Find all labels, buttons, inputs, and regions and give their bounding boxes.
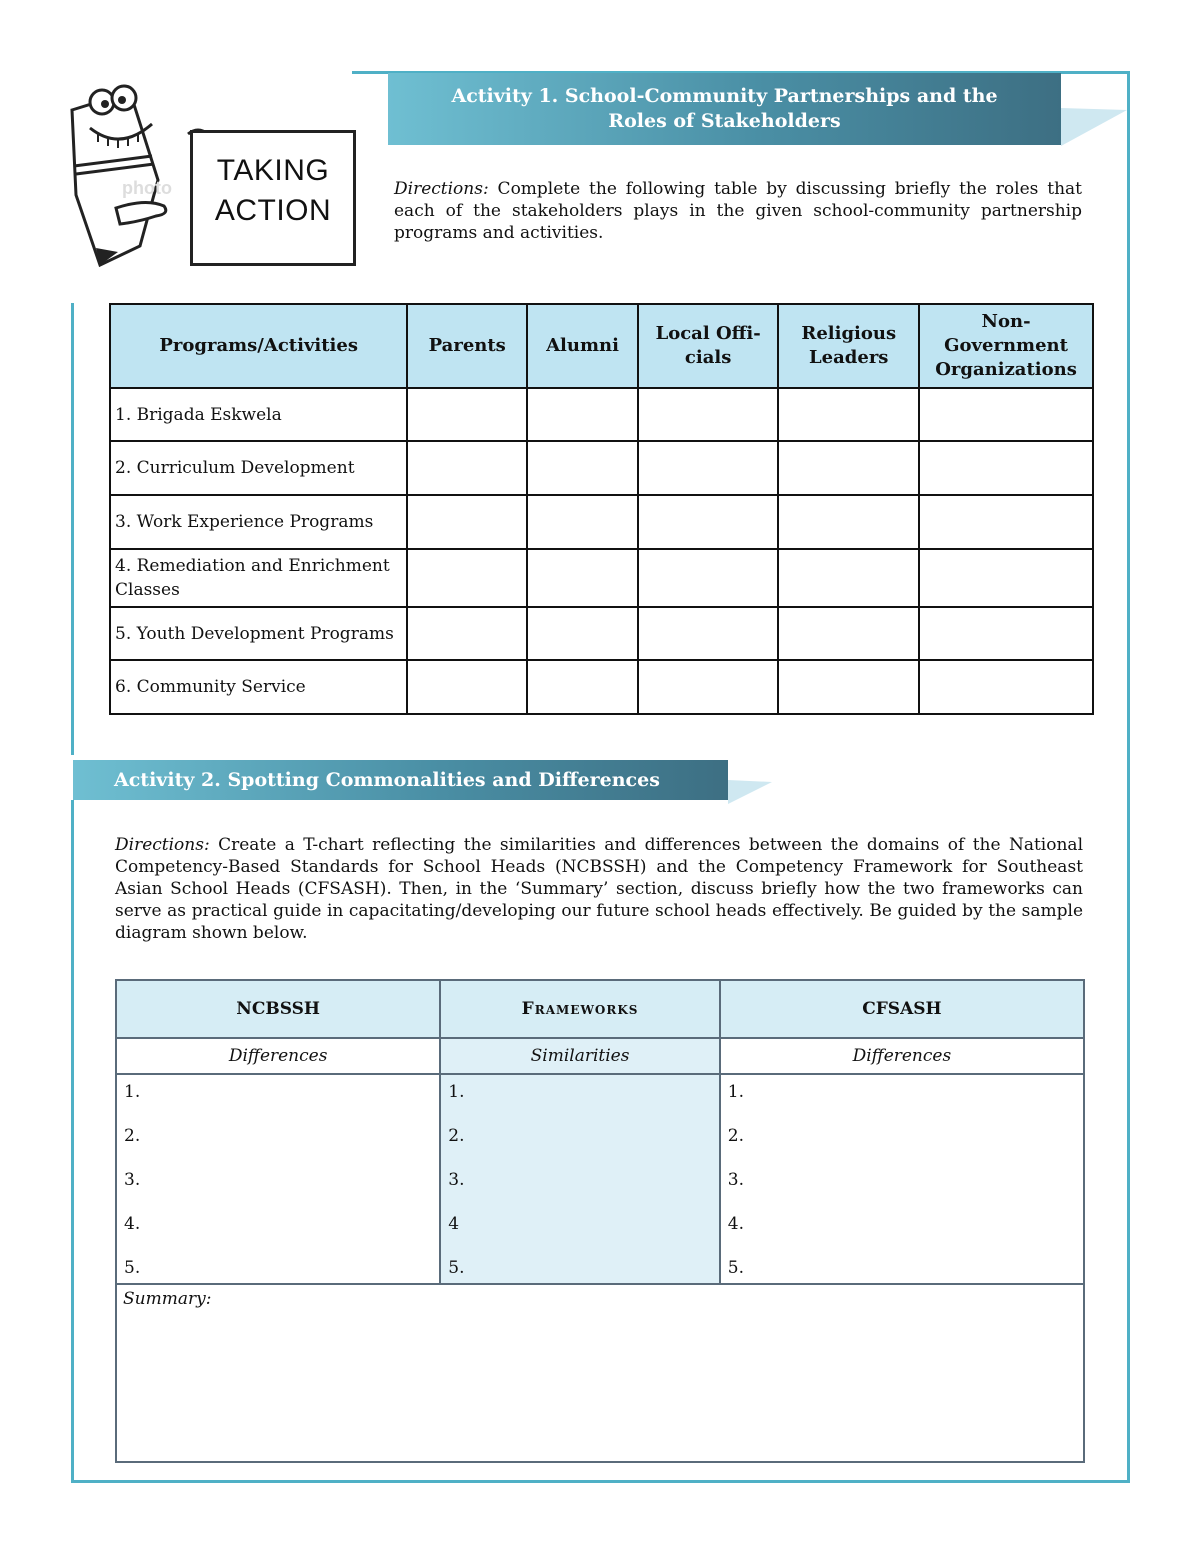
program-cell: 5. Youth Development Programs [110,607,407,660]
list-item: 4 [448,1214,460,1234]
answer-cell[interactable] [919,441,1093,495]
list-item: 3. [727,1170,745,1190]
stakeholders-table [109,303,1094,715]
answer-cell[interactable] [407,607,527,660]
activity2-directions-text: Create a T-chart reflecting the similarities and differences between the domains of the National Competency-Based Standards for School Heads (NCBSSH) and the Competency Framework for Southeast Asian School Heads (CFSASH). Then, in the ‘Summary’ section, discuss briefly how the two frameworks can serve as practical guide in capacitating/developing our future school heads effectively. Be guided by the sample diagram shown below. [115,835,1083,943]
header-alumni: Alumni [527,304,638,388]
list-item: 1. [727,1082,745,1102]
header-religious-leaders: Religious Leaders [778,304,919,388]
t-chart-subheader-row [116,1038,1084,1074]
table-row [110,607,1093,660]
answer-cell[interactable] [778,660,919,714]
frameworks-header: Frameworks [440,980,720,1038]
answer-cell[interactable] [407,495,527,549]
activity1-banner [388,73,1061,145]
summary-label: Summary: [123,1289,212,1309]
table-row [110,495,1093,549]
program-cell: 1. Brigada Eskwela [110,388,407,441]
activity2-title: Activity 2. Spotting Commonalities and Differences [114,769,660,791]
answer-cell[interactable] [638,660,778,714]
cfsash-differences-label: Differences [720,1038,1084,1074]
answer-cell[interactable] [778,441,919,495]
program-cell: 2. Curriculum Development [110,441,407,495]
frame-left-line-lower [71,800,74,1483]
answer-cell[interactable] [638,495,778,549]
activity1-directions-label: Directions: [394,179,489,199]
header-parents: Parents [407,304,527,388]
answer-cell[interactable] [919,549,1093,607]
answer-cell[interactable] [638,607,778,660]
list-item: 3. [448,1170,465,1190]
similarities-list[interactable] [440,1074,720,1284]
answer-cell[interactable] [919,495,1093,549]
sign-line-2: ACTION [214,194,332,227]
frame-left-line-upper [71,303,74,755]
activity1-title-line2: Roles of Stakeholders [608,110,841,132]
answer-cell[interactable] [407,549,527,607]
t-chart-header-row [116,980,1084,1038]
taking-action-sign [190,130,356,266]
answer-cell[interactable] [778,495,919,549]
list-item: 4. [727,1214,745,1234]
activity1-banner-tail [1061,108,1129,148]
answer-cell[interactable] [638,549,778,607]
answer-cell[interactable] [407,388,527,441]
t-chart-summary-row [116,1284,1084,1462]
answer-cell[interactable] [527,660,638,714]
cfsash-header: CFSASH [720,980,1084,1038]
list-item: 5. [727,1258,745,1278]
frame-right-line [1127,71,1130,1483]
list-item: 4. [124,1214,141,1234]
answer-cell[interactable] [638,441,778,495]
program-cell: 6. Community Service [110,660,407,714]
answer-cell[interactable] [407,441,527,495]
activity1-directions [394,178,1082,244]
answer-cell[interactable] [919,660,1093,714]
list-item: 2. [727,1126,745,1146]
frame-bottom-line [71,1480,1130,1483]
activity1-directions-text: Complete the following table by discussing briefly the roles that each of the stakeholders plays in the given school-community partnership programs and activities. [394,179,1082,243]
list-item: 1. [124,1082,141,1102]
header-local-officials: Local Offi- cials [638,304,778,388]
list-item: 2. [448,1126,465,1146]
header-programs: Programs/Activities [110,304,407,388]
list-item: 3. [124,1170,141,1190]
activity2-banner-tail [728,780,774,806]
list-item: 2. [124,1126,141,1146]
t-chart-body-row [116,1074,1084,1284]
answer-cell[interactable] [919,607,1093,660]
ncbssh-differences-list[interactable] [116,1074,440,1284]
activity2-directions [115,834,1083,944]
answer-cell[interactable] [527,607,638,660]
list-item: 1. [448,1082,465,1102]
cfsash-differences-list[interactable] [720,1074,1084,1284]
answer-cell[interactable] [527,441,638,495]
answer-cell[interactable] [527,388,638,441]
list-item: 5. [448,1258,465,1278]
table-row [110,660,1093,714]
answer-cell[interactable] [778,607,919,660]
table-row [110,549,1093,607]
ncbssh-header: NCBSSH [116,980,440,1038]
answer-cell[interactable] [638,388,778,441]
svg-text:photo: photo [122,178,172,198]
answer-cell[interactable] [407,660,527,714]
sign-line-1: TAKING [216,154,330,187]
answer-cell[interactable] [527,549,638,607]
list-item: 5. [124,1258,141,1278]
answer-cell[interactable] [778,549,919,607]
header-ngo: Non- Government Organizations [919,304,1093,388]
summary-box[interactable] [116,1284,1084,1462]
program-cell: 4. Remediation and Enrichment Classes [110,549,407,607]
activity1-title-line1: Activity 1. School-Community Partnerships and the [451,85,998,107]
t-chart-table [115,979,1085,1463]
table-row [110,441,1093,495]
table-row [110,388,1093,441]
answer-cell[interactable] [919,388,1093,441]
pencil-mascot-icon [60,70,210,270]
answer-cell[interactable] [527,495,638,549]
activity2-directions-label: Directions: [115,835,210,855]
table-header-row [110,304,1093,388]
similarities-label: Similarities [440,1038,720,1074]
answer-cell[interactable] [778,388,919,441]
activity2-banner [73,760,728,800]
ncbssh-differences-label: Differences [116,1038,440,1074]
program-cell: 3. Work Experience Programs [110,495,407,549]
